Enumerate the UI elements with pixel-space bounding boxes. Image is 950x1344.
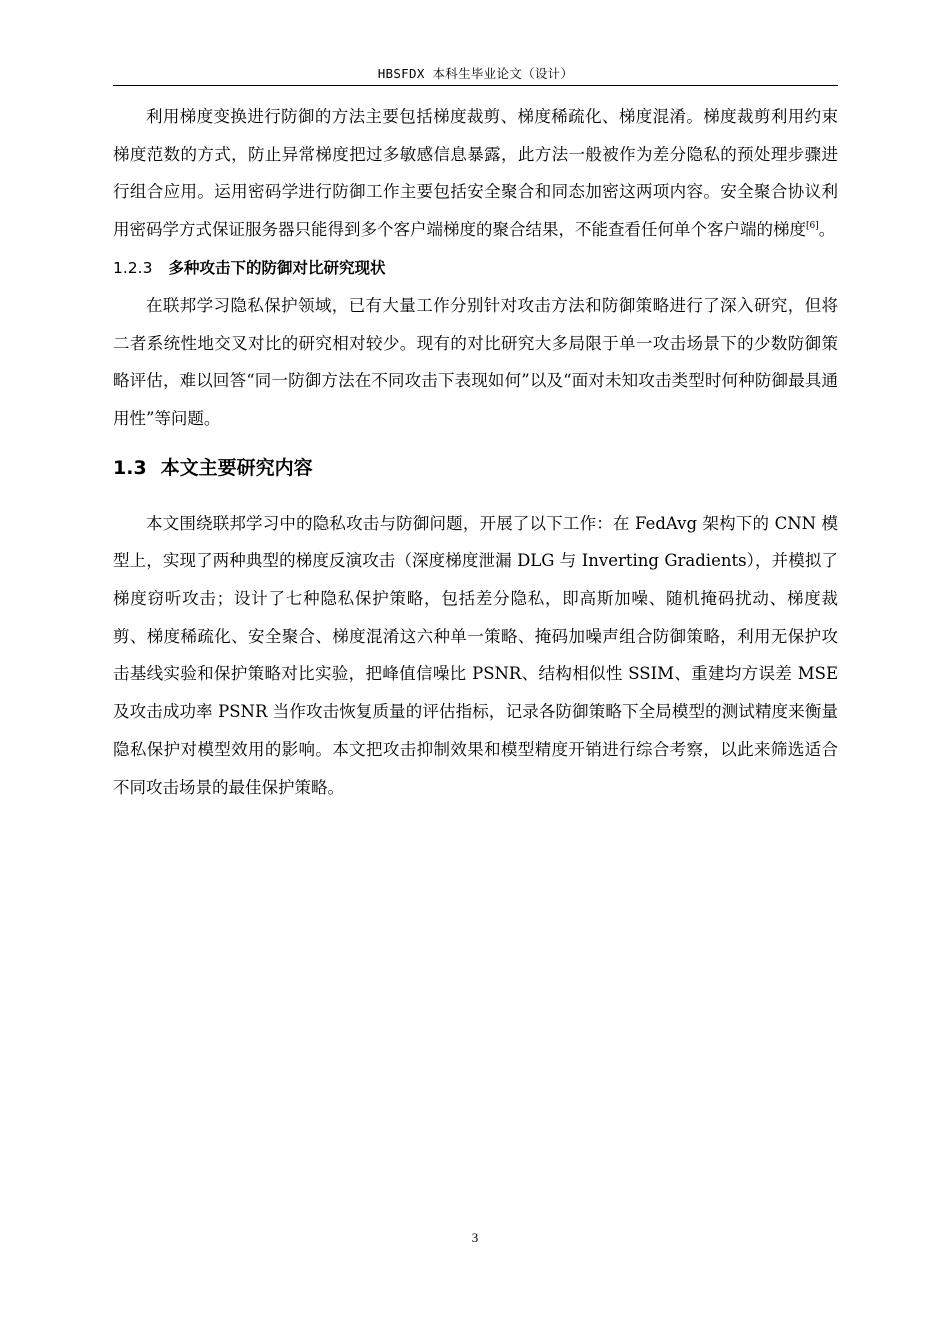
- page-header: HBSFDX 本科生毕业论文（设计）: [377, 66, 574, 81]
- header-divider: [113, 85, 838, 86]
- section-title: 多种攻击下的防御对比研究现状: [168, 258, 386, 277]
- section-heading-1-3: [113, 438, 838, 505]
- paragraph-end-punctuation: 。: [818, 220, 836, 240]
- paragraph-text: 利用梯度变换进行防御的方法主要包括梯度裁剪、梯度稀疏化、梯度混淆。梯度裁剪利用约束梯度范数的方式，防止异常梯度把过多敏感信息暴露，此方法一般被作为差分隐私的预处理步骤进行组合应用。运用密码学进行防御工作主要包括安全聚合和同态加密这两项内容。安全聚合协议利用密码学方式保证服务器只能得到多个客户端梯度的聚合结果，不能查看任何单个客户端的梯度: [113, 107, 838, 240]
- section-title: 本文主要研究内容: [160, 456, 313, 479]
- paragraph-defense-comparison-status: 在联邦学习隐私保护领域，已有大量工作分别针对攻击方法和防御策略进行了深入研究，但将二者系统性地交叉对比的研究相对较少。现有的对比研究大多局限于单一攻击场景下的少数防御策略评估，难以回答“同一防御方法在不同攻击下表现如何”以及“面对未知攻击类型时何种防御最具通用性”等问题。: [113, 295, 838, 428]
- paragraph-gradient-transform-defense: [113, 98, 838, 249]
- section-number: 1.2.3: [113, 258, 153, 277]
- document-body: [113, 98, 838, 806]
- paragraph-main-research-content: 本文围绕联邦学习中的隐私攻击与防御问题，开展了以下工作：在 FedAvg 架构下的 CNN 模型上，实现了两种典型的梯度反演攻击（深度梯度泄漏 DLG 与 Inverting Gradients），并模拟了梯度窃听攻击；设计了七种隐私保护策略，包括差分隐私，即高斯加噪、随机掩码扰动、梯度裁剪、梯度稀疏化、安全聚合、梯度混淆这六种单一策略、掩码加噪声组合防御策略，利用无保护攻击基线实验和保护策略对比实验，把峰值信噪比 PSNR、结构相似性 SSIM、重建均方误差 MSE 及攻击成功率 PSNR 当作攻击恢复质量的评估指标，记录各防御策略下全局模型的测试精度来衡量隐私保护对模型效用的影响。本文把攻击抑制效果和模型精度开销进行综合考察，以此来筛选适合不同攻击场景的最佳保护策略。: [113, 513, 838, 797]
- section-heading-1-2-3: [113, 249, 838, 287]
- page-number: 3: [471, 1230, 479, 1245]
- section-number: 1.3: [113, 456, 147, 479]
- citation-6: [6]: [806, 221, 819, 232]
